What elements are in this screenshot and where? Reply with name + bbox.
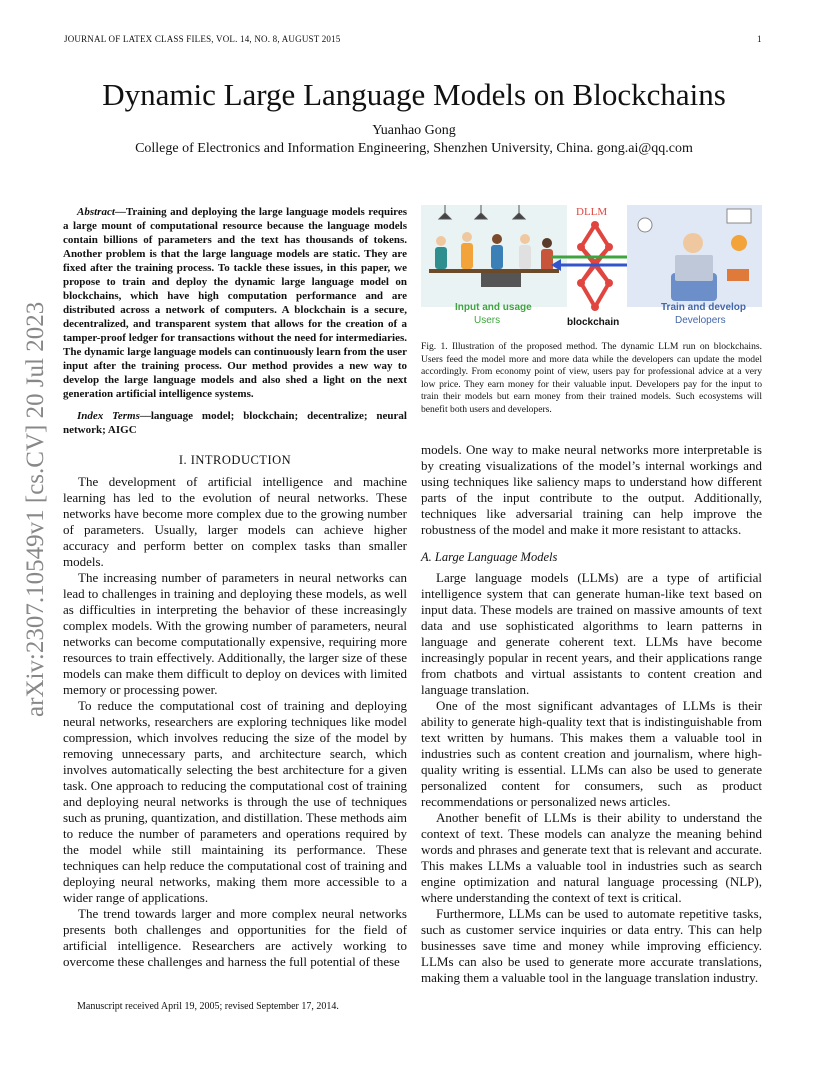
journal-header: JOURNAL OF LATEX CLASS FILES, VOL. 14, NO. 8, AUGUST 2015 — [64, 34, 341, 44]
manuscript-footnote: Manuscript received April 19, 2005; revised September 17, 2014. — [77, 1001, 339, 1012]
section-heading-introduction: I. INTRODUCTION — [178, 453, 292, 467]
right-column — [421, 442, 762, 986]
llm-paragraph: Furthermore, LLMs can be used to automate repetitive tasks, such as customer service inquiries or data entry. This can help businesses save time and money while improving efficiency. LLMs can also be used to generate more accurate translations, making them a valuable tool in the language translation industry. — [421, 906, 762, 985]
subsection-heading-llm: A. Large Language Models — [421, 550, 558, 564]
figure-illustration — [421, 203, 762, 333]
input-usage-label: Input and usage — [455, 302, 532, 313]
llm-paragraph: One of the most significant advantages of LLMs is their ability to generate high-quality text that is indistinguishable from text written by humans. This makes them a valuable tool in industries such as content creation and journalism, where high-quality writing is essential. LLMs can also be used to generate personalized content for consumers, such as product recommendations or personalized news articles. — [421, 698, 762, 809]
llm-paragraph: Another benefit of LLMs is their ability to understand the context of text. These models can analyze the meaning behind words and phrases and generate text that is relevant and accurate. This makes LLMs a valuable tool in industries such as search engine optimization and natural language processing (NLP), where understanding the context of text is critical. — [421, 810, 762, 905]
index-terms-label: Index Terms — [77, 410, 140, 422]
intro-paragraph: The development of artificial intelligence and machine learning has led to the evolution of neural networks. These networks have become more complex due to the growing number of parameters. Usually, larger models can achieve higher accuracy and perform better on complex tasks than smaller models. — [63, 474, 407, 569]
figure-1 — [421, 203, 762, 333]
dllm-label: DLLM — [576, 206, 608, 218]
llm-paragraph: Large language models (LLMs) are a type of artificial intelligence system that can generate human-like text based on input data. These models are trained on massive amounts of text data and use sophisticated algorithms to learn patterns in language and generate coherent text. LLMs have become increasingly popular in recent years, and their applications range from chatbots and virtual assistants to content creation and language translation. — [421, 570, 762, 697]
left-column — [63, 205, 407, 970]
abstract-label: Abstract — [77, 206, 115, 218]
train-develop-label: Train and develop — [661, 302, 747, 313]
paper-title: Dynamic Large Language Models on Blockchains — [102, 77, 726, 112]
index-terms-text: —language model; blockchain; decentralize; neural network; AIGC — [63, 410, 407, 436]
affiliation: College of Electronics and Information Engineering, Shenzhen University, China. gong.ai@qq.com — [135, 141, 693, 156]
author-name: Yuanhao Gong — [372, 123, 456, 138]
abstract — [63, 205, 407, 401]
intro-paragraph: The increasing number of parameters in neural networks can lead to challenges in training and deploying these models, as well as difficulties in interpreting the behavior of these increasingly complex models. With the growing number of parameters, neural networks can become computationally expensive, requiring more resources to train effectively. Additionally, the larger size of these models can make them difficult to deploy on devices with limited memory or processing power. — [63, 570, 407, 697]
figure-caption: Fig. 1. Illustration of the proposed method. The dynamic LLM run on blockchains. Users feed the model more and more data while the developers can update the model accordingly. From economy point of view, users pay for professional advice at a very low price. They earn money for their valuable input. Developers pay for the input to train their models but earn money from their trained models. Such ecosystems will benefit both users and developers. — [421, 341, 762, 415]
intro-continuation: models. One way to make neural networks more interpretable is by creating visualizations of the model’s internal workings and using techniques like saliency maps to understand how different parts of the input contribute to the output. Additionally, techniques like adversarial training can help improve the robustness of the model and make it more resistant to attacks. — [421, 442, 762, 537]
developers-label: Developers — [675, 315, 726, 326]
arxiv-stamp: arXiv:2307.10549v1 [cs.CV] 20 Jul 2023 — [22, 301, 49, 717]
blockchain-label: blockchain — [567, 317, 620, 328]
intro-paragraph: The trend towards larger and more complex neural networks presents both challenges and opportunities for the field of artificial intelligence. Researchers are actively working to overcome these challenges and harness the full potential of these — [63, 906, 407, 969]
abstract-text: —Training and deploying the large language models requires a large mount of computational resource because the language models contain billions of parameters and the text has thousands of tokens. Another problem is that the large language models are static. They are fixed after the training process. To tackle these issues, in this paper, we propose to train and deploy the dynamic large language model on blockchains, which have high computation performance and are distributed across a network of computers. A blockchain is a secure, decentralized, and transparent system that allows for the creation of a tamper-proof ledger for transactions without the need for intermediaries. The dynamic large language models can continuously learn from the user input after the training process. Our method provides a new way to develop the large language models and also shed a light on the next generation artificial intelligence systems. — [63, 206, 407, 400]
users-label: Users — [474, 315, 501, 326]
intro-paragraph: To reduce the computational cost of training and deploying neural networks, researchers are exploring techniques like model compression, which involves reducing the size of the model by removing unnecessary parts, and architecture search, which involves automatically selecting the best architecture for a given task. One approach to reducing the computational cost of training and deploying neural networks is through the use of techniques such as pruning, quantization, and distillation. These methods aim to reduce the number of parameters and operations required by the model while still maintaining its performance. These techniques can help reduce the computational cost of training and deploying neural networks, making them more accessible to a wider range of applications. — [63, 698, 407, 905]
index-terms — [63, 409, 407, 437]
page-number: 1 — [757, 34, 762, 44]
